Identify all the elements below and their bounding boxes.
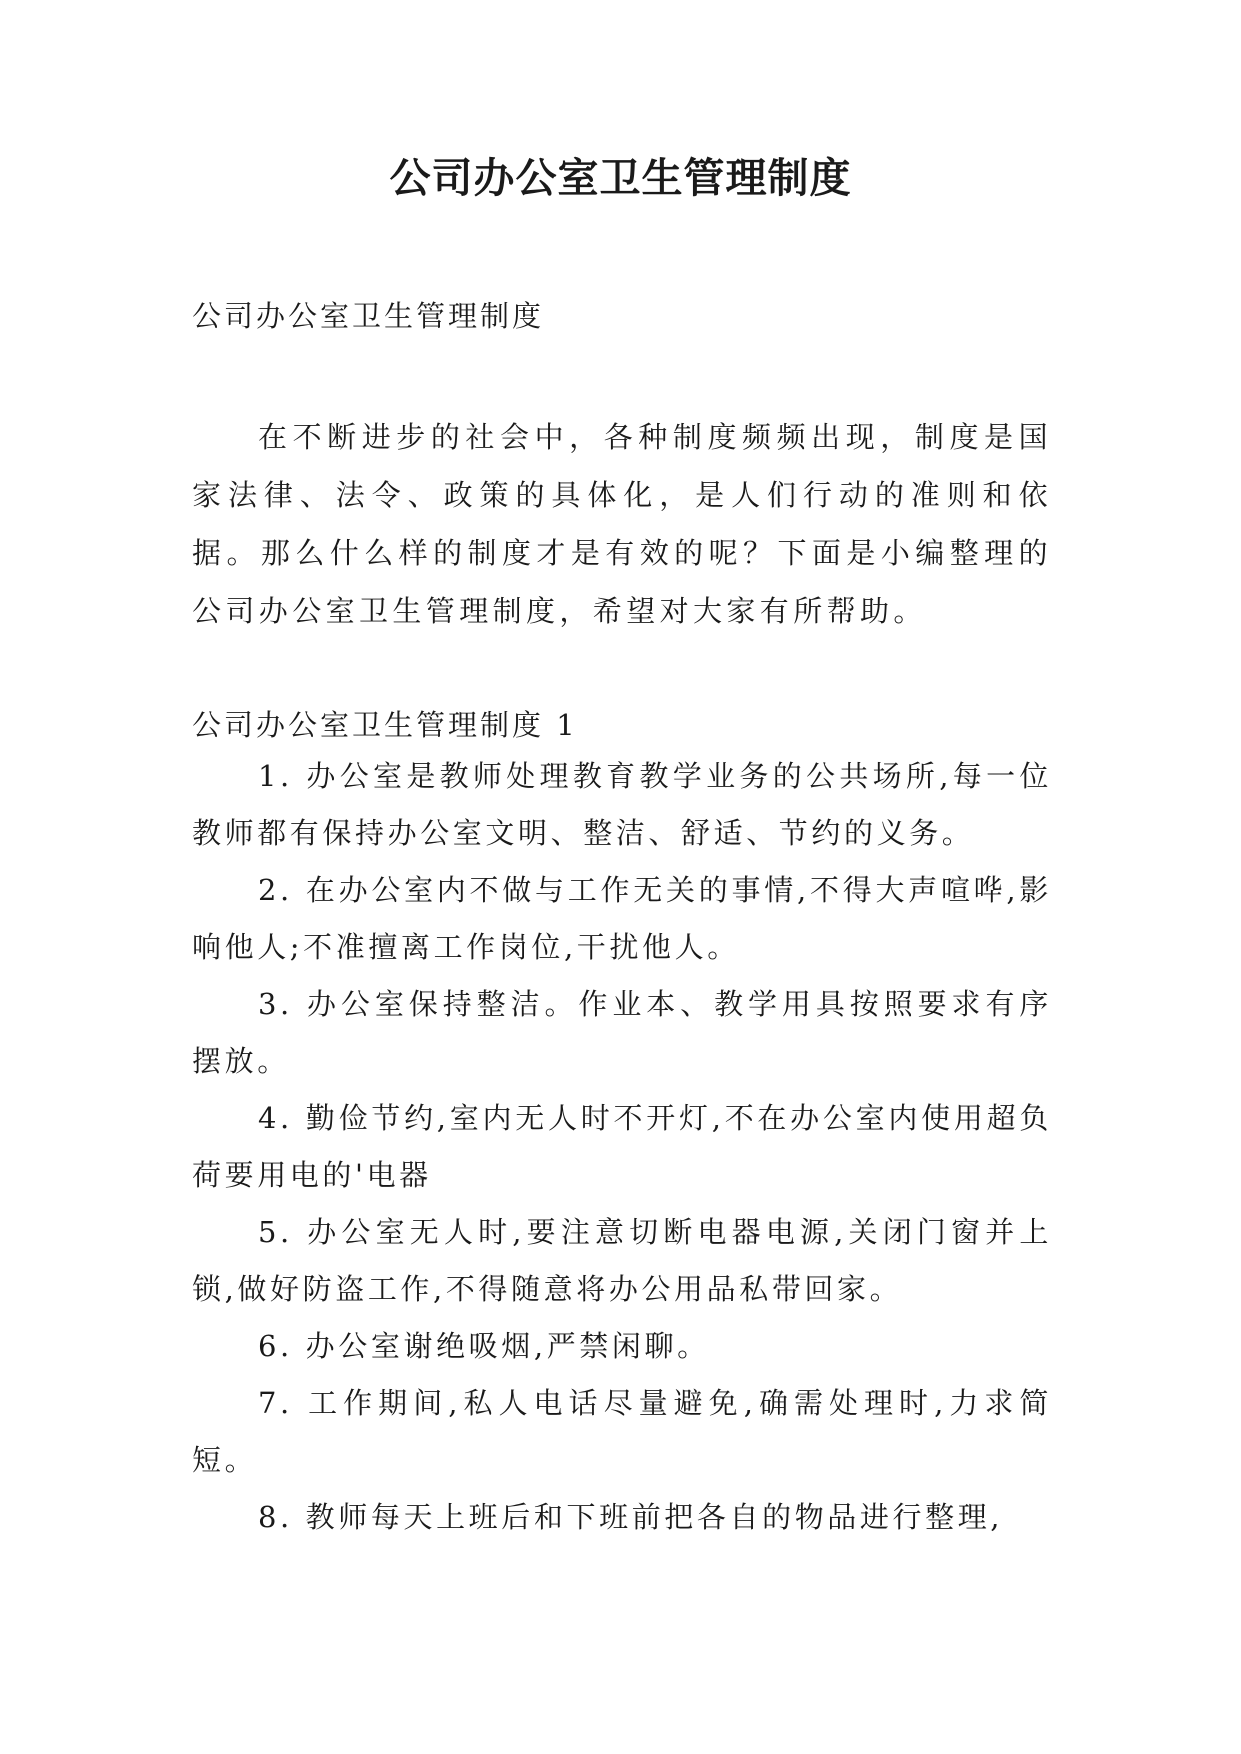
rules-list (192, 748, 1052, 1546)
rule-item: 3. 办公室保持整洁。作业本、教学用具按照要求有序摆放。 (192, 987, 1052, 1078)
rule-item: 6. 办公室谢绝吸烟,严禁闲聊。 (258, 1329, 710, 1363)
document-subtitle: 公司办公室卫生管理制度 (192, 299, 545, 333)
rule-item: 2. 在办公室内不做与工作无关的事情,不得大声喧哗,影响他人;不准擅离工作岗位,干扰他人。 (192, 873, 1052, 964)
rule-item: 1. 办公室是教师处理教育教学业务的公共场所,每一位教师都有保持办公室文明、整洁、舒适、节约的义务。 (192, 759, 1052, 850)
section-title: 公司办公室卫生管理制度 1 (192, 708, 578, 742)
rule-item: 8. 教师每天上班后和下班前把各自的物品进行整理, (258, 1500, 1004, 1534)
rule-item: 4. 勤俭节约,室内无人时不开灯,不在办公室内使用超负荷要用电的'电器 (192, 1101, 1052, 1192)
rule-item: 7. 工作期间,私人电话尽量避免,确需处理时,力求简短。 (192, 1386, 1052, 1477)
intro-paragraph: 在不断进步的社会中，各种制度频频出现，制度是国家法律、法令、政策的具体化，是人们行动的准则和依据。那么什么样的制度才是有效的呢？下面是小编整理的公司办公室卫生管理制度，希望对大家有所帮助。 (192, 420, 1052, 628)
document-title: 公司办公室卫生管理制度 (389, 154, 852, 202)
rule-item: 5. 办公室无人时,要注意切断电器电源,关闭门窗并上锁,做好防盗工作,不得随意将办公用品私带回家。 (192, 1215, 1052, 1306)
